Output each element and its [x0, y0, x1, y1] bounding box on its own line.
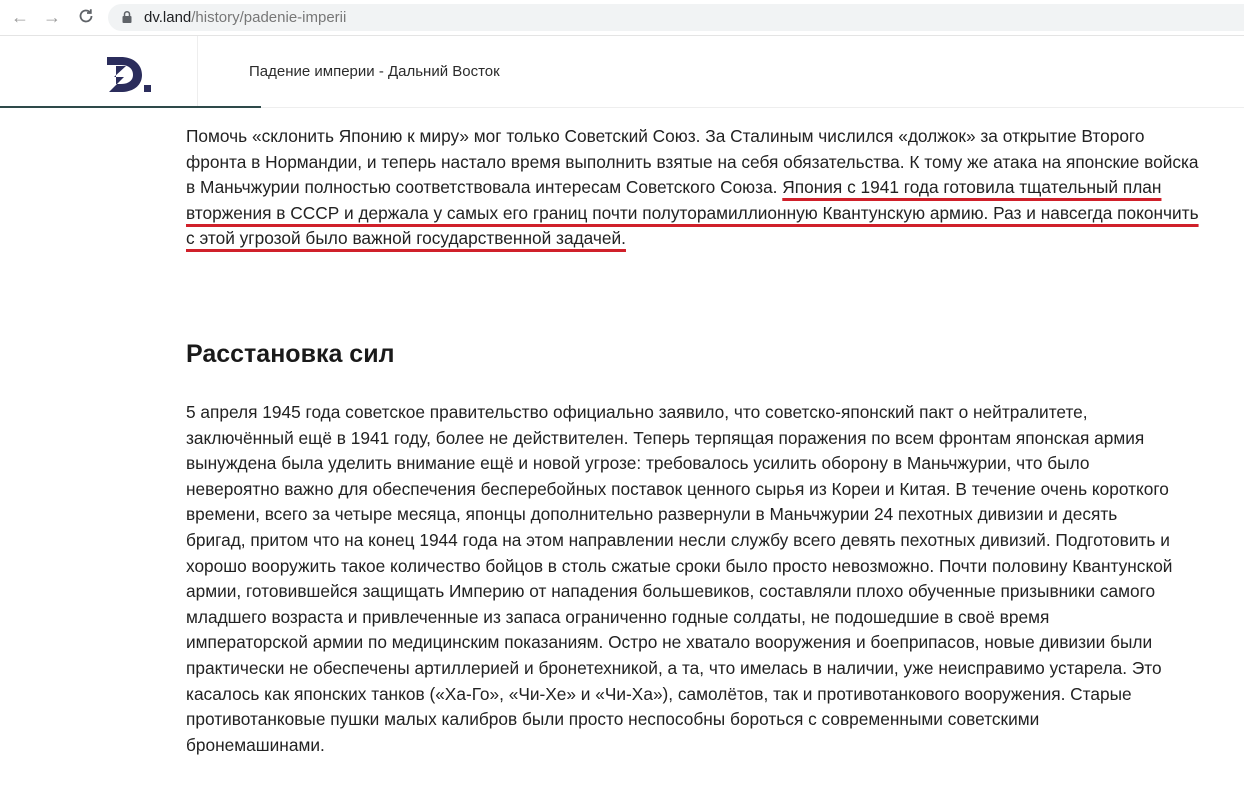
arrow-left-icon[interactable]: ←: [11, 7, 29, 27]
url-path: /history/padenie-imperii: [191, 9, 347, 26]
paragraph-intro: [186, 124, 1206, 252]
reload-icon[interactable]: [76, 7, 96, 27]
url-text[interactable]: [144, 9, 346, 27]
header-divider: [197, 36, 198, 108]
arrow-right-icon[interactable]: →: [43, 7, 61, 27]
page-title: Падение империи - Дальний Восток: [249, 63, 500, 80]
reload-glyph: [77, 7, 95, 25]
paragraph-balance-of-forces: 5 апреля 1945 года советское правительство официально заявило, что советско-японский пакт о нейтралитете, заключённый ещё в 1941 году, более не действителен. Теперь терпящая поражения по всем фронтам японская армия вынуждена была уделить внимание ещё и новой угрозе: требовалось усилить оборону в Маньчжурии, что было невероятно важно для обеспечения бесперебойных поставок ценного сырья из Кореи и Китая. В течение очень короткого времени, всего за четыре месяца, японцы дополнительно развернули в Маньчжурии 24 пехотных дивизии и десять бригад, притом что на конец 1944 года на этом направлении несли службу всего девять пехотных дивизий. Подготовить и хорошо вооружить такое количество бойцов в столь сжатые сроки было просто невозможно. Почти половину Квантунской армии, готовившейся защищать Империю от нападения большевиков, составляли плохо обученные призывники самого младшего возраста и привлеченные из запаса ограниченно годные солдаты, не подошедшие в своё время императорской армии по медицинским показаниям. Остро не хватало вооружения и боеприпасов, новые дивизии были практически не обеспечены артиллерией и бронетехникой, а та, что имелась в наличии, уже неисправимо устарела. Это касалось как японских танков («Ха-Го», «Чи-Хе» и «Чи-Ха»), самолётов, так и противотанкового вооружения. Старые противотанковые пушки малых калибров были просто неспособны бороться с современными советскими бронемашинами.: [186, 402, 1173, 755]
section-heading: Расстановка сил: [186, 340, 395, 368]
lock-icon[interactable]: [120, 10, 134, 24]
address-bar[interactable]: [108, 4, 1244, 31]
reading-progress-bar: [0, 106, 261, 108]
paragraph-intro-text: Помочь «склонить Японию к миру» мог только Советский Союз. За Сталиным числился «должок» за открытие Второго фронта в Нормандии, и теперь настало время выполнить взятые на себя обязательства. К тому же атака на японские войска в Маньчжурии полностью соответствовала интересам Советского Союза.: [186, 126, 1199, 198]
highlighted-text: Япония с 1941 года готовила тщательный план вторжения в СССР и держала у самых его границ почти полуторамиллионную Квантунскую армию. Раз и навсегда покончить с этой угрозой было важной государственной задачей.: [186, 177, 1199, 249]
dv-logo[interactable]: [104, 54, 152, 94]
url-host: dv.land: [144, 9, 192, 26]
browser-toolbar: [0, 0, 1244, 36]
site-header: [0, 36, 1244, 108]
